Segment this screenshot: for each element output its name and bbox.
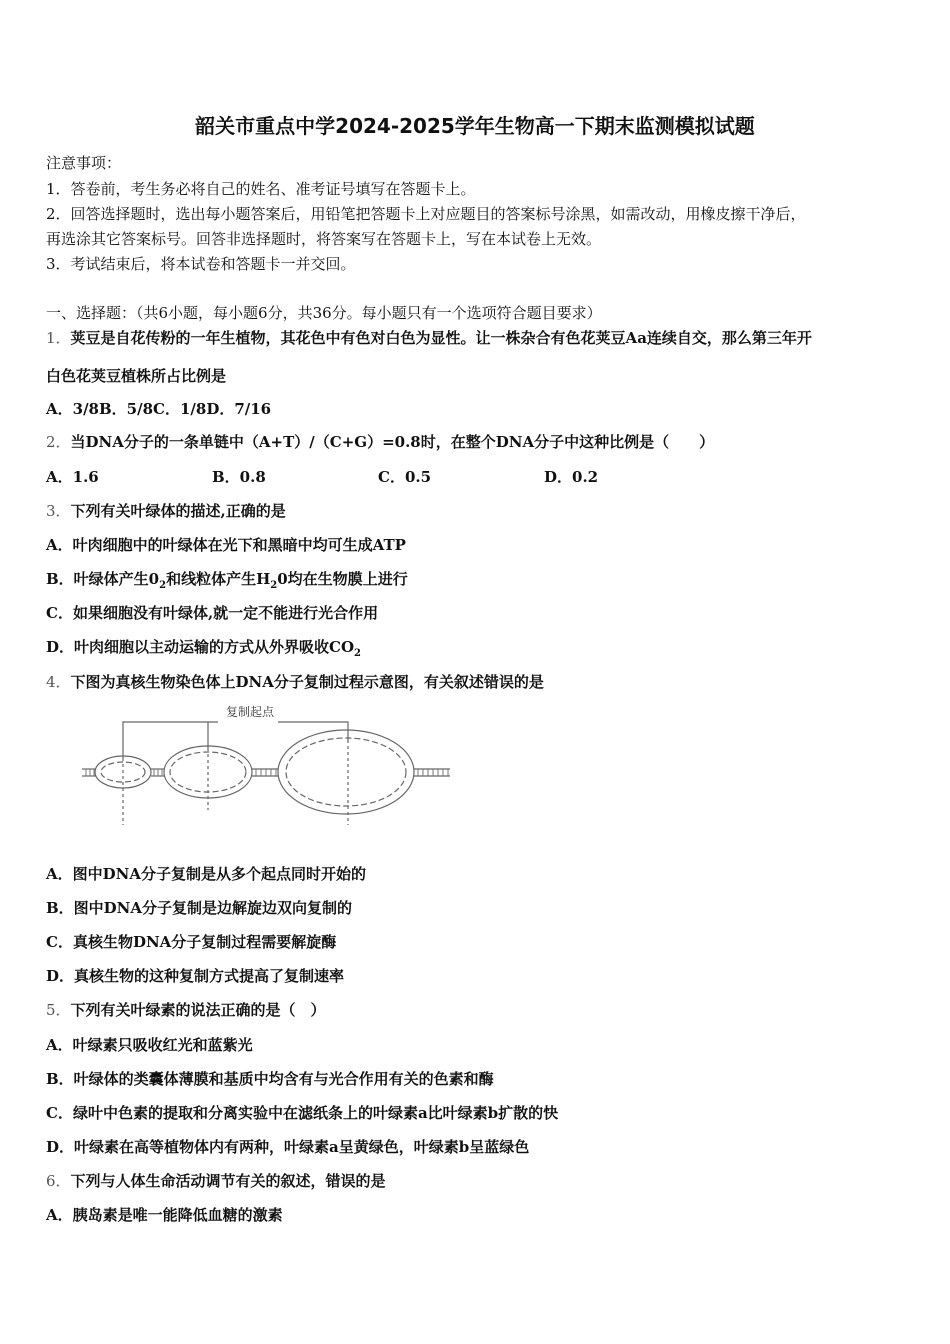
question-number: 4． (46, 673, 71, 691)
notice-item-2-cont: 再选涂其它答案标号。回答非选择题时，将答案写在答题卡上，写在本试卷上无效。 (46, 230, 602, 248)
question-number: 6． (46, 1172, 71, 1190)
section-heading: 一、选择题：（共6小题，每小题6分，共36分。每小题只有一个选项符合题目要求） (46, 304, 602, 322)
question-1-cont: 白色花荚豆植株所占比例是 (46, 367, 227, 385)
question-4-option-d: D．真核生物的这种复制方式提高了复制速率 (46, 967, 345, 985)
question-2-options (46, 466, 710, 487)
question-number: 2． (46, 433, 71, 451)
option-d: D．0.2 (544, 468, 599, 486)
page-title: 韶关市重点中学2024-2025学年生物高一下期末监测模拟试题 (195, 114, 755, 138)
question-number: 3． (46, 502, 71, 520)
question-5-option-a: A．叶绿素只吸收红光和蓝紫光 (46, 1036, 253, 1054)
question-1 (46, 327, 812, 348)
question-1-options: A．3/8B．5/8C．1/8D．7/16 (46, 400, 272, 418)
question-3 (46, 500, 286, 521)
question-2 (46, 431, 714, 452)
notice-item-1: 1．答卷前，考生务必将自己的姓名、准考证号填写在答题卡上。 (46, 180, 476, 198)
question-number: 5． (46, 1001, 71, 1019)
question-3-option-a: A．叶肉细胞中的叶绿体在光下和黑暗中均可生成ATP (46, 536, 406, 554)
question-text: 下列与人体生命活动调节有关的叙述，错误的是 (70, 1172, 386, 1190)
question-text: 下列有关叶绿体的描述,正确的是 (70, 502, 286, 520)
subscript: 2 (354, 648, 361, 659)
replication-bubble-inner (286, 738, 406, 806)
question-4-option-c: C．真核生物DNA分子复制过程需要解旋酶 (46, 933, 337, 951)
option-a: A．1.6 (46, 468, 99, 486)
origin-leader-line (278, 722, 348, 740)
question-text: 荚豆是自花传粉的一年生植物，其花色中有色对白色为显性。让一株杂合有色花荚豆Aa连续自交，那么第三年开 (70, 329, 812, 347)
option-c: C．0.5 (378, 468, 432, 486)
notice-item-3: 3．考试结束后，将本试卷和答题卡一并交回。 (46, 255, 356, 273)
question-text: 当DNA分子的一条单链中（A+T）/（C+G）=0.8时，在整个DNA分子中这种比例是（ ） (70, 433, 715, 451)
question-number: 1． (46, 329, 71, 347)
option-text: 0均在生物膜上进行 (277, 570, 408, 588)
subscript: 2 (159, 580, 167, 591)
option-b: B．0.8 (212, 468, 266, 486)
question-3-option-b (46, 568, 408, 591)
question-5-option-b: B．叶绿体的类囊体薄膜和基质中均含有与光合作用有关的色素和酶 (46, 1070, 494, 1088)
question-6 (46, 1170, 386, 1191)
option-text: B．叶绿体产生0 (46, 570, 160, 588)
option-text: 和线粒体产生H (166, 570, 271, 588)
question-3-option-c: C．如果细胞没有叶绿体,就一定不能进行光合作用 (46, 604, 379, 622)
question-3-option-d (46, 636, 361, 659)
dna-replication-diagram (78, 700, 458, 830)
origin-label: 复制起点 (226, 705, 275, 719)
question-text: 下图为真核生物染色体上DNA分子复制过程示意图，有关叙述错误的是 (70, 673, 544, 691)
question-4-option-a: A．图中DNA分子复制是从多个起点同时开始的 (46, 865, 366, 883)
question-5 (46, 999, 326, 1020)
question-4 (46, 671, 544, 692)
replication-bubble (278, 730, 414, 814)
question-5-option-c: C．绿叶中色素的提取和分离实验中在滤纸条上的叶绿素a比叶绿素b扩散的快 (46, 1104, 559, 1122)
question-5-option-d: D．叶绿素在高等植物体内有两种，叶绿素a呈黄绿色，叶绿素b呈蓝绿色 (46, 1138, 530, 1156)
notice-heading: 注意事项： (46, 154, 122, 172)
question-6-option-a: A．胰岛素是唯一能降低血糖的激素 (46, 1206, 283, 1224)
notice-item-2: 2．回答选择题时，选出每小题答案后，用铅笔把答题卡上对应题目的答案标号涂黑，如需改动，用橡皮擦干净后， (46, 205, 806, 223)
question-4-option-b: B．图中DNA分子复制是边解旋边双向复制的 (46, 899, 353, 917)
subscript: 2 (270, 580, 278, 591)
question-text: 下列有关叶绿素的说法正确的是（ ） (70, 1001, 326, 1019)
option-text: D．叶肉细胞以主动运输的方式从外界吸收CO (46, 638, 355, 656)
